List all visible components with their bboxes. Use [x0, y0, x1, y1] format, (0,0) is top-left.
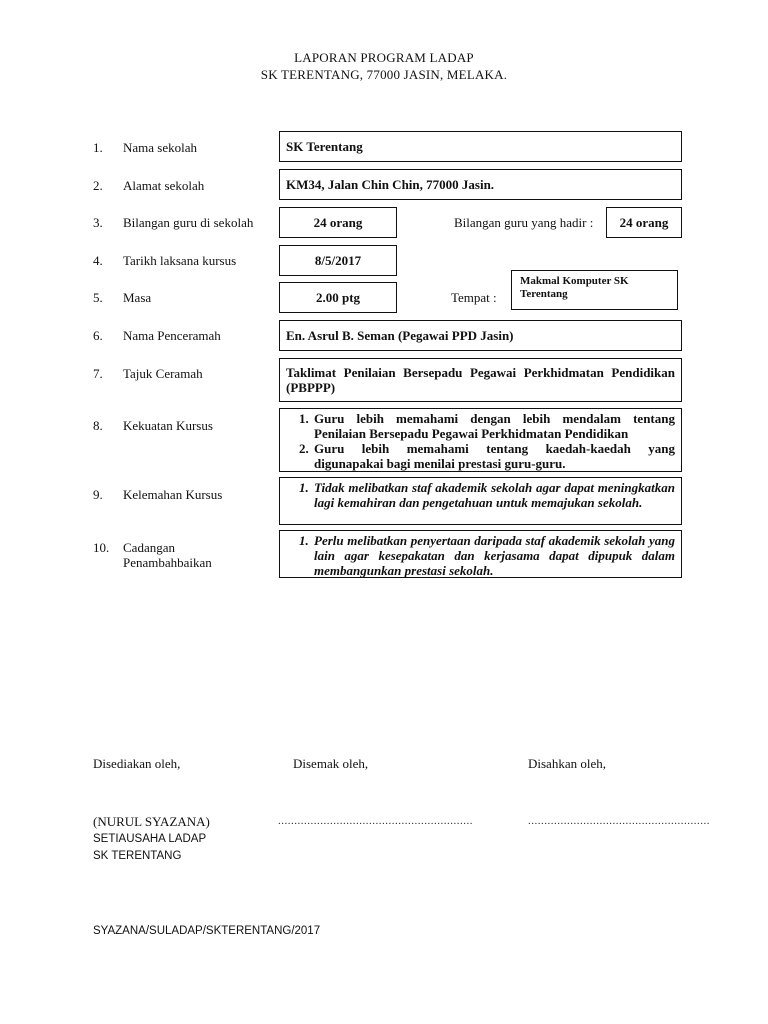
prepared-by-name: (NURUL SYAZANA): [93, 814, 210, 829]
approved-by-signature-line: ........................................................: [528, 815, 710, 827]
field-label-kekuatan: Kekuatan Kursus: [123, 418, 213, 433]
row-number: 3.: [93, 215, 103, 230]
field-label-kelemahan: Kelemahan Kursus: [123, 487, 223, 502]
cadangan-list: [280, 531, 681, 580]
field-label-tajuk: Tajuk Ceramah: [123, 366, 203, 381]
row-number: 9.: [93, 487, 103, 502]
row-number: 5.: [93, 290, 103, 305]
school-address-title: SK TERENTANG, 77000 JASIN, MELAKA.: [260, 67, 508, 82]
checked-by-signature-line: ............................................................: [278, 815, 473, 827]
list-item: 2. Guru lebih memahami tentang kaedah-kaedah yang digunapakai bagi menilai prestasi guru-guru.: [312, 441, 675, 471]
field-value-tarikh: [279, 245, 397, 276]
approved-by-label: Disahkan oleh,: [528, 756, 606, 771]
field-value-tajuk: [279, 358, 682, 402]
field-value-penceramah: [279, 320, 682, 351]
field-value-kelemahan: [279, 477, 682, 525]
field-label-tarikh: Tarikh laksana kursus: [123, 253, 237, 268]
field-value-text: 24 orang: [313, 214, 363, 230]
row-number: 2.: [93, 178, 103, 193]
field-label-masa: Masa: [123, 290, 152, 305]
row-number: 8.: [93, 418, 103, 433]
field-value-text: Taklimat Penilaian Bersepadu Pegawai Perkhidmatan Pendidikan (PBPPP): [286, 365, 675, 395]
field-label-alamat-sekolah: Alamat sekolah: [123, 178, 205, 193]
field-label-cadangan: Cadangan Penambahbaikan: [123, 540, 212, 570]
field-label-nama-sekolah: Nama sekolah: [123, 140, 198, 155]
field-value-cadangan: [279, 530, 682, 578]
kelemahan-list: [280, 478, 681, 512]
field-value-text: SK Terentang: [286, 138, 363, 154]
field-value-bilangan-guru: [279, 207, 397, 238]
list-item: 1. Guru lebih memahami dengan lebih mendalam tentang Penilaian Bersepadu Pegawai Perkhidmatan Pendidikan: [312, 411, 675, 441]
row-number: 7.: [93, 366, 103, 381]
field-value-text: Makmal Komputer SK Terentang: [520, 275, 629, 300]
row-number: 10.: [93, 540, 110, 555]
prepared-by-school: SK TERENTANG: [93, 850, 182, 862]
field-value-tempat: [511, 270, 678, 310]
field-label-penceramah: Nama Penceramah: [123, 328, 221, 343]
field-value-text: 2.00 ptg: [315, 289, 361, 305]
field-label-tempat: Tempat :: [451, 290, 497, 305]
prepared-by-title: SETIAUSAHA LADAP: [93, 833, 207, 845]
field-value-nama-sekolah: [279, 131, 682, 162]
field-label-guru-hadir: Bilangan guru yang hadir :: [454, 215, 594, 230]
list-item: 1. Perlu melibatkan penyertaan daripada staf akademik sekolah yang lain agar kesepakatan dan kerjasama dapat dipupuk dalam membangunkan prestasi sekolah.: [312, 533, 675, 578]
field-value-text: 8/5/2017: [314, 252, 362, 268]
reference-number: SYAZANA/SULADAP/SKTERENTANG/2017: [93, 925, 321, 937]
field-value-text: 24 orang: [619, 214, 669, 230]
checked-by-label: Disemak oleh,: [293, 756, 369, 771]
kekuatan-list: [280, 409, 681, 473]
prepared-by-label: Disediakan oleh,: [93, 756, 181, 771]
field-label-bilangan-guru: Bilangan guru di sekolah: [123, 215, 254, 230]
field-value-guru-hadir: [606, 207, 682, 238]
field-value-kekuatan: [279, 408, 682, 472]
field-value-alamat-sekolah: [279, 169, 682, 200]
field-value-text: En. Asrul B. Seman (Pegawai PPD Jasin): [286, 327, 514, 343]
field-value-masa: [279, 282, 397, 313]
row-number: 1.: [93, 140, 103, 155]
row-number: 4.: [93, 253, 103, 268]
field-value-text: KM34, Jalan Chin Chin, 77000 Jasin.: [286, 176, 495, 192]
report-title: LAPORAN PROGRAM LADAP: [294, 50, 474, 65]
list-item: 1. Tidak melibatkan staf akademik sekolah agar dapat meningkatkan lagi kemahiran dan pengetahuan untuk memajukan sekolah.: [312, 480, 675, 510]
row-number: 6.: [93, 328, 103, 343]
